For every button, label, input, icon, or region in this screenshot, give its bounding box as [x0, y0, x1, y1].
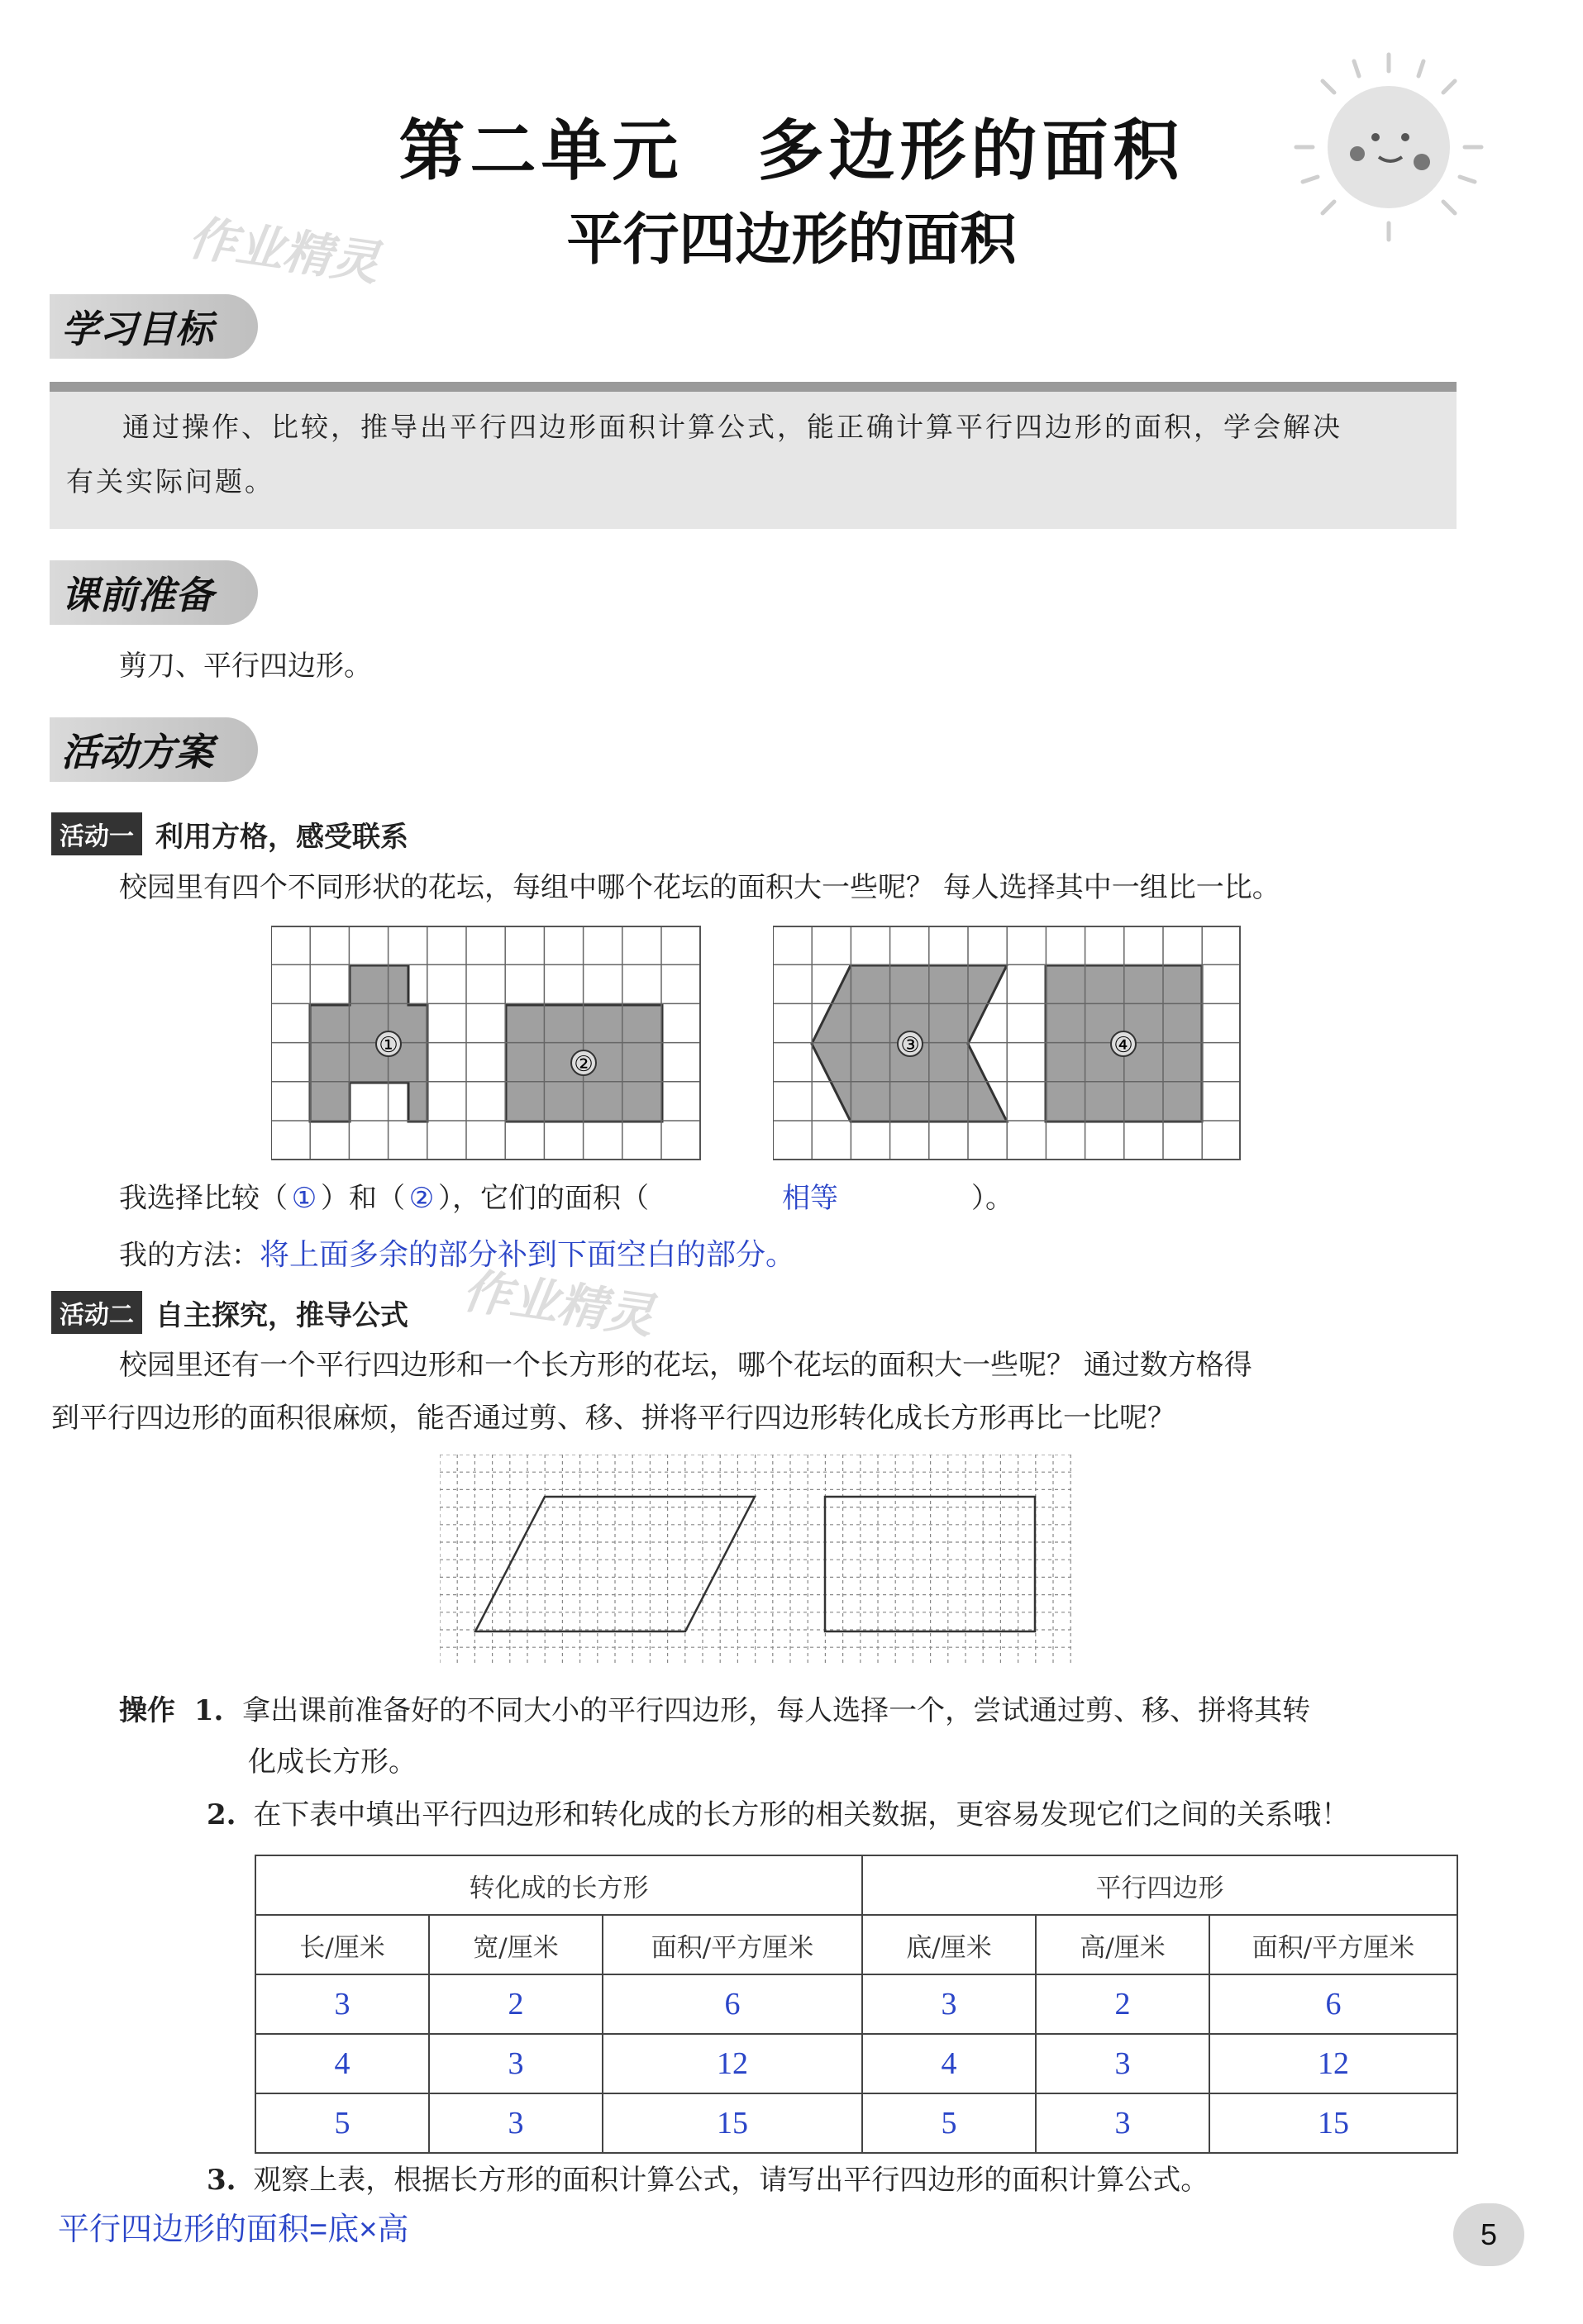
data-table [255, 1855, 1458, 2154]
table-cell[interactable]: 3 [1036, 2034, 1209, 2093]
op1-line1 [119, 1691, 1310, 1731]
table-cell[interactable]: 2 [429, 1974, 603, 2034]
table-cell[interactable]: 4 [255, 2034, 429, 2093]
table-cell[interactable]: 12 [603, 2034, 862, 2093]
sun-icon [1290, 48, 1488, 246]
table-cell[interactable]: 6 [603, 1974, 862, 2034]
goal-text [50, 392, 1457, 509]
table-cell[interactable]: 5 [862, 2093, 1036, 2153]
op2-num: 2. [207, 1798, 236, 1831]
goal-text-line1: 通过操作、比较，推导出平行四边形面积计算公式，能正确计算平行四边形的面积，学会解决 [122, 411, 1342, 443]
table-header: 底/厘米 [862, 1915, 1036, 1974]
activity2-tag: 活动二 [51, 1291, 142, 1334]
shape-1-label: ① [379, 1033, 398, 1058]
compare-line [119, 1179, 1013, 1218]
method-line [119, 1235, 795, 1275]
op1-text1: 拿出课前准备好的不同大小的平行四边形，每人选择一个，尝试通过剪、移、拼将其转 [242, 1694, 1311, 1727]
activity2-question-line1: 校园里还有一个平行四边形和一个长方形的花坛，哪个花坛的面积大一些呢？ 通过数方格得 [119, 1349, 1252, 1382]
activity2-title: 自主探究，推导公式 [155, 1298, 408, 1332]
op-label: 操作 [119, 1694, 175, 1727]
compare-answer-b[interactable]: ② [408, 1183, 435, 1214]
table-group-rect: 转化成的长方形 [255, 1855, 862, 1915]
table-cell[interactable]: 6 [1209, 1974, 1457, 2034]
section-tag-goal: 学习目标 [50, 294, 258, 359]
watermark: 作业精灵 [184, 209, 383, 292]
watermark-2: 作业精灵 [459, 1262, 657, 1345]
activity1-title: 利用方格，感受联系 [155, 820, 408, 854]
page-title: 平行四边形的面积 [566, 207, 1017, 273]
compare-prefix: 我选择比较（ [119, 1182, 288, 1215]
table-row [255, 2093, 1457, 2153]
table-cell[interactable]: 3 [255, 1974, 429, 2034]
grid-figure-dashed [440, 1455, 1076, 1669]
method-label: 我的方法： [119, 1239, 260, 1272]
section-tag-prep: 课前准备 [50, 560, 258, 625]
shape-2-label: ② [574, 1052, 594, 1077]
compare-mid: ）和（ [321, 1182, 405, 1215]
shape-4-label: ④ [1113, 1033, 1133, 1058]
table-cell[interactable]: 15 [1209, 2093, 1457, 2153]
prep-text: 剪刀、平行四边形。 [119, 650, 372, 683]
activity1-heading [51, 812, 408, 855]
activity2-heading [51, 1291, 408, 1334]
op3-line [207, 2160, 1209, 2200]
table-cell[interactable]: 15 [603, 2093, 862, 2153]
goal-band [50, 382, 1457, 529]
op3-text: 观察上表，根据长方形的面积计算公式，请写出平行四边形的面积计算公式。 [253, 2164, 1209, 2197]
table-cell[interactable]: 5 [255, 2093, 429, 2153]
compare-end: ）。 [971, 1182, 1013, 1215]
compare-suffix: ），它们的面积（ [438, 1182, 649, 1215]
op1-line2: 化成长方形。 [248, 1745, 417, 1779]
op2-text: 在下表中填出平行四边形和转化成的长方形的相关数据，更容易发现它们之间的关系哦！ [253, 1798, 1350, 1831]
table-header: 面积/平方厘米 [603, 1915, 862, 1974]
goal-text-line2: 有关实际问题。 [66, 465, 274, 498]
activity2-question-line2: 到平行四边形的面积很麻烦，能否通过剪、移、拼将平行四边形转化成长方形再比一比呢？ [51, 1402, 1175, 1435]
activity1-question: 校园里有四个不同形状的花坛，每组中哪个花坛的面积大一些呢？ 每人选择其中一组比一比。 [119, 871, 1280, 904]
table-cell[interactable]: 2 [1036, 1974, 1209, 2034]
table-header: 长/厘米 [255, 1915, 429, 1974]
shape-3-label: ③ [900, 1033, 920, 1058]
table-row [255, 1974, 1457, 2034]
formula-answer[interactable]: 平行四边形的面积=底×高 [58, 2212, 409, 2247]
table-cell[interactable]: 3 [1036, 2093, 1209, 2153]
compare-answer-a[interactable]: ① [291, 1183, 317, 1214]
table-cell[interactable]: 12 [1209, 2034, 1457, 2093]
table-group-para: 平行四边形 [862, 1855, 1457, 1915]
grid-figure-right [773, 926, 1241, 1165]
page-number: 5 [1453, 2203, 1524, 2266]
section-tag-plan: 活动方案 [50, 717, 258, 782]
table-cell[interactable]: 3 [429, 2034, 603, 2093]
op2-line [207, 1795, 1349, 1835]
op3-num: 3. [207, 2164, 236, 2197]
activity1-tag: 活动一 [51, 812, 142, 855]
unit-name: 多边形的面积 [757, 112, 1185, 189]
table-header: 面积/平方厘米 [1209, 1915, 1457, 1974]
table-header: 高/厘米 [1036, 1915, 1209, 1974]
grid-figure-left [271, 926, 701, 1165]
shape-1 [310, 965, 427, 1122]
op1-num: 1. [193, 1694, 224, 1727]
table-cell[interactable]: 3 [429, 2093, 603, 2153]
table-header: 宽/厘米 [429, 1915, 603, 1974]
method-answer[interactable]: 将上面多余的部分补到下面空白的部分。 [260, 1237, 796, 1271]
table-cell[interactable]: 4 [862, 2034, 1036, 2093]
unit-number: 第二单元 [398, 112, 684, 189]
table-row [255, 2034, 1457, 2093]
table-cell[interactable]: 3 [862, 1974, 1036, 2034]
compare-answer-area[interactable]: 相等 [782, 1183, 838, 1214]
